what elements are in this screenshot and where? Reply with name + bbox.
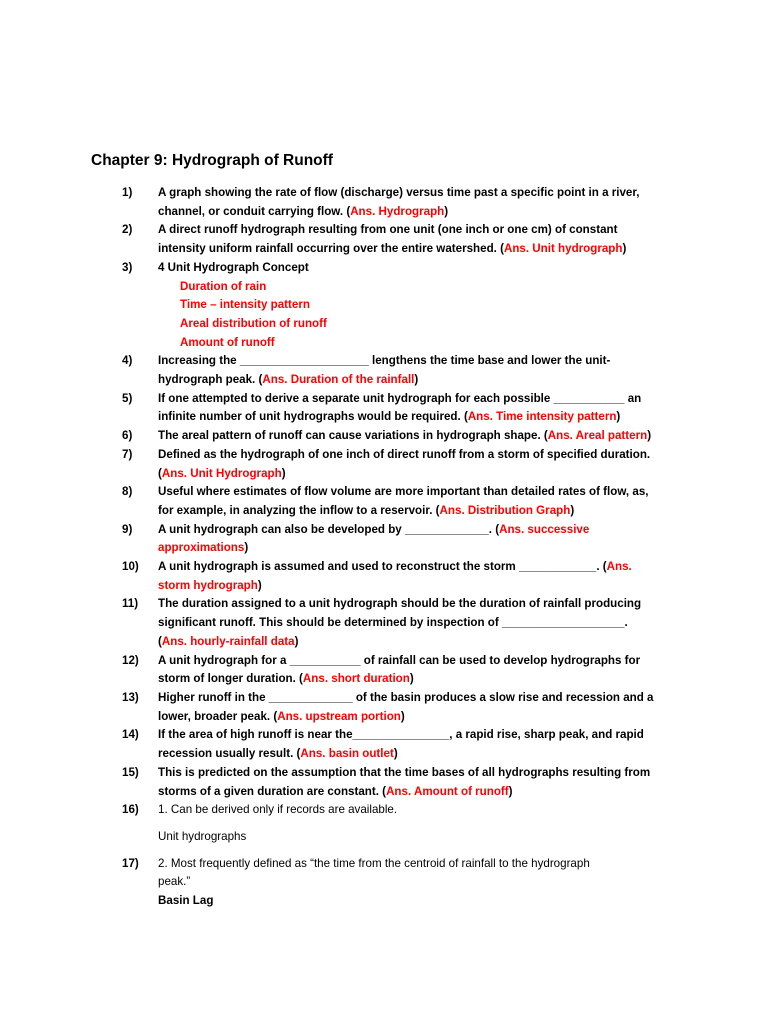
- question-text: Defined as the hydrograph of one inch of direct runoff from a storm of specified duration.: [158, 447, 651, 461]
- item-number: 10): [122, 560, 139, 574]
- question-text: This is predicted on the assumption that the time bases of all hydrographs resulting from: [158, 765, 651, 779]
- item-number: 8): [122, 485, 133, 499]
- answer-text: Ans. Distribution Graph: [439, 503, 571, 517]
- answer-text: Ans. Hydrograph: [350, 204, 445, 218]
- question-text: A unit hydrograph for a ___________ of rainfall can be used to develop hydrographs for: [158, 653, 641, 667]
- item-number: 9): [122, 522, 133, 536]
- list-item: 4) Increasing the ____________________ lengthens the time base and lower the unit- hydrograph peak. (Ans. Duration of the rainfall): [0, 352, 768, 389]
- question-text: Higher runoff in the _____________ of the basin produces a slow rise and recession and a: [158, 690, 654, 704]
- answer-text: Areal distribution of runoff: [180, 316, 327, 330]
- item-number: 6): [122, 429, 133, 443]
- question-text: intensity uniform rainfall occurring over the entire watershed. (: [158, 242, 504, 256]
- list-item: 13) Higher runoff in the _____________ of the basin produces a slow rise and recession and a lower, broader peak. (Ans. upstream portion): [0, 689, 768, 726]
- list-item: [0, 801, 768, 854]
- list-item: 12) A unit hydrograph for a ___________ of rainfall can be used to develop hydrographs for storm of longer duration. (Ans. short duration): [0, 652, 768, 689]
- answer-text: storm hydrograph: [158, 578, 258, 592]
- question-text: channel, or conduit carrying flow. (: [158, 204, 351, 218]
- answer-text: Ans. Areal pattern: [547, 429, 648, 443]
- question-text: A unit hydrograph can also be developed by _____________. (: [158, 522, 500, 536]
- answer-text: Ans. successive: [499, 522, 590, 536]
- list-item: 8) Useful where estimates of flow volume are more important than detailed rates of flow, as, for example, in analyzing the inflow to a reservoir. (Ans. Distribution Graph): [0, 483, 768, 520]
- list-item: 6) The areal pattern of runoff can cause variations in hydrograph shape. (Ans. Areal pattern): [0, 427, 768, 446]
- question-text: lower, broader peak. (: [158, 709, 278, 723]
- list-item: [0, 855, 768, 911]
- question-text: The duration assigned to a unit hydrograph should be the duration of rainfall producing: [158, 597, 642, 611]
- question-text: A graph showing the rate of flow (discharge) versus time past a specific point in a river,: [158, 186, 640, 199]
- list-item: 10) A unit hydrograph is assumed and used to reconstruct the storm ____________. (Ans. storm hydrograph): [122, 560, 632, 592]
- question-text: peak.”: [158, 875, 191, 889]
- item-number: 5): [122, 391, 133, 405]
- question-text: recession usually result. (: [158, 747, 301, 761]
- answer-text: Ans. Unit Hydrograph: [161, 466, 282, 480]
- item-number: 13): [122, 690, 139, 704]
- item-number: 11): [122, 597, 139, 611]
- list-item: [0, 259, 768, 353]
- answer-text: Ans. Unit hydrograph: [503, 242, 623, 256]
- list-item: 9) A unit hydrograph can also be developed by _____________. (Ans. successive approximations): [122, 522, 590, 555]
- question-text: infinite number of unit hydrographs would be required. (: [158, 410, 468, 424]
- question-text: 4 Unit Hydrograph Concept: [158, 260, 309, 274]
- item-number: 14): [122, 728, 139, 742]
- list-item: 5) If one attempted to derive a separate unit hydrograph for each possible ___________ an infinite number of unit hydrographs would be required. (Ans. Time intensity pattern): [0, 390, 768, 427]
- answer-text: Ans. Time intensity pattern: [467, 410, 617, 424]
- answer-text: Ans. hourly-rainfall data: [161, 634, 295, 648]
- list-item: 2) A direct runoff hydrograph resulting from one unit (one inch or one cm) of constant intensity uniform rainfall occurring over the entire watershed. (Ans. Unit hydrograph): [0, 221, 768, 258]
- answer-text: Ans. basin outlet: [300, 747, 394, 761]
- question-text: 1. Can be derived only if records are available.: [158, 803, 398, 817]
- question-text: significant runoff. This should be determined by inspection of ___________________.: [158, 616, 628, 630]
- item-number: 16): [122, 803, 139, 817]
- question-text: Useful where estimates of flow volume are more important than detailed rates of flow, as,: [158, 485, 649, 499]
- question-text: A direct runoff hydrograph resulting from one unit (one inch or one cm) of constant: [158, 223, 618, 237]
- list-item: 7) Defined as the hydrograph of one inch of direct runoff from a storm of specified duration. (Ans. Unit Hydrograph): [0, 446, 768, 483]
- list-item: 15) This is predicted on the assumption that the time bases of all hydrographs resulting from storms of a given duration are constant. (Ans. Amount of runoff): [0, 764, 768, 801]
- item-number: 12): [122, 653, 139, 667]
- question-text: If one attempted to derive a separate unit hydrograph for each possible ___________ an: [158, 391, 642, 405]
- question-text: The areal pattern of runoff can cause variations in hydrograph shape. (: [158, 429, 548, 443]
- question-text: for example, in analyzing the inflow to a reservoir. (: [158, 503, 440, 517]
- answer-text: Basin Lag: [158, 894, 214, 908]
- answer-text: Ans. Amount of runoff: [386, 784, 509, 798]
- item-number: 7): [122, 447, 133, 461]
- answer-text: Duration of rain: [180, 279, 267, 293]
- answer-text: approximations: [158, 541, 245, 555]
- answer-text: Ans. upstream portion: [277, 709, 401, 723]
- answer-text: Ans.: [606, 560, 632, 574]
- item-number: 4): [122, 354, 133, 368]
- answer-text: Ans. Duration of the rainfall: [262, 373, 415, 387]
- answer-text: Amount of runoff: [180, 335, 275, 349]
- list-item: 11) The duration assigned to a unit hydrograph should be the duration of rainfall producing significant runoff. This should be determined by inspection of ___________________. (Ans. hourly-rainfall data): [0, 595, 768, 651]
- question-text: hydrograph peak. (: [158, 373, 263, 387]
- answer-text: Ans. short duration: [302, 672, 410, 686]
- item-number: 3): [122, 260, 133, 274]
- question-text: 2. Most frequently defined as “the time from the centroid of rainfall to the hydrograph: [158, 856, 590, 870]
- item-number: 15): [122, 765, 139, 779]
- item-number: 17): [122, 856, 139, 870]
- item-number: 1): [122, 186, 133, 199]
- question-text: storm of longer duration. (: [158, 672, 303, 686]
- question-text: If the area of high runoff is near the_______________, a rapid rise, sharp peak, and rapid: [158, 728, 644, 742]
- question-list: [0, 184, 768, 911]
- list-item: 1) A graph showing the rate of flow (discharge) versus time past a specific point in a river, channel, or conduit carrying flow. (Ans. Hydrograph): [0, 184, 768, 221]
- answer-text: Unit hydrographs: [158, 829, 247, 843]
- answer-text: Time – intensity pattern: [180, 298, 310, 312]
- question-text: storms of a given duration are constant. (: [158, 784, 387, 798]
- page-title: Chapter 9: Hydrograph of Runoff: [91, 152, 333, 169]
- list-item: 14) If the area of high runoff is near the_______________, a rapid rise, sharp peak, and rapid recession usually result. (Ans. basin outlet): [0, 726, 768, 763]
- question-text: (: [158, 466, 162, 480]
- item-number: 2): [122, 223, 133, 237]
- question-text: A unit hydrograph is assumed and used to reconstruct the storm ____________. (: [158, 560, 607, 574]
- question-text: Increasing the ____________________ lengthens the time base and lower the unit-: [158, 354, 611, 368]
